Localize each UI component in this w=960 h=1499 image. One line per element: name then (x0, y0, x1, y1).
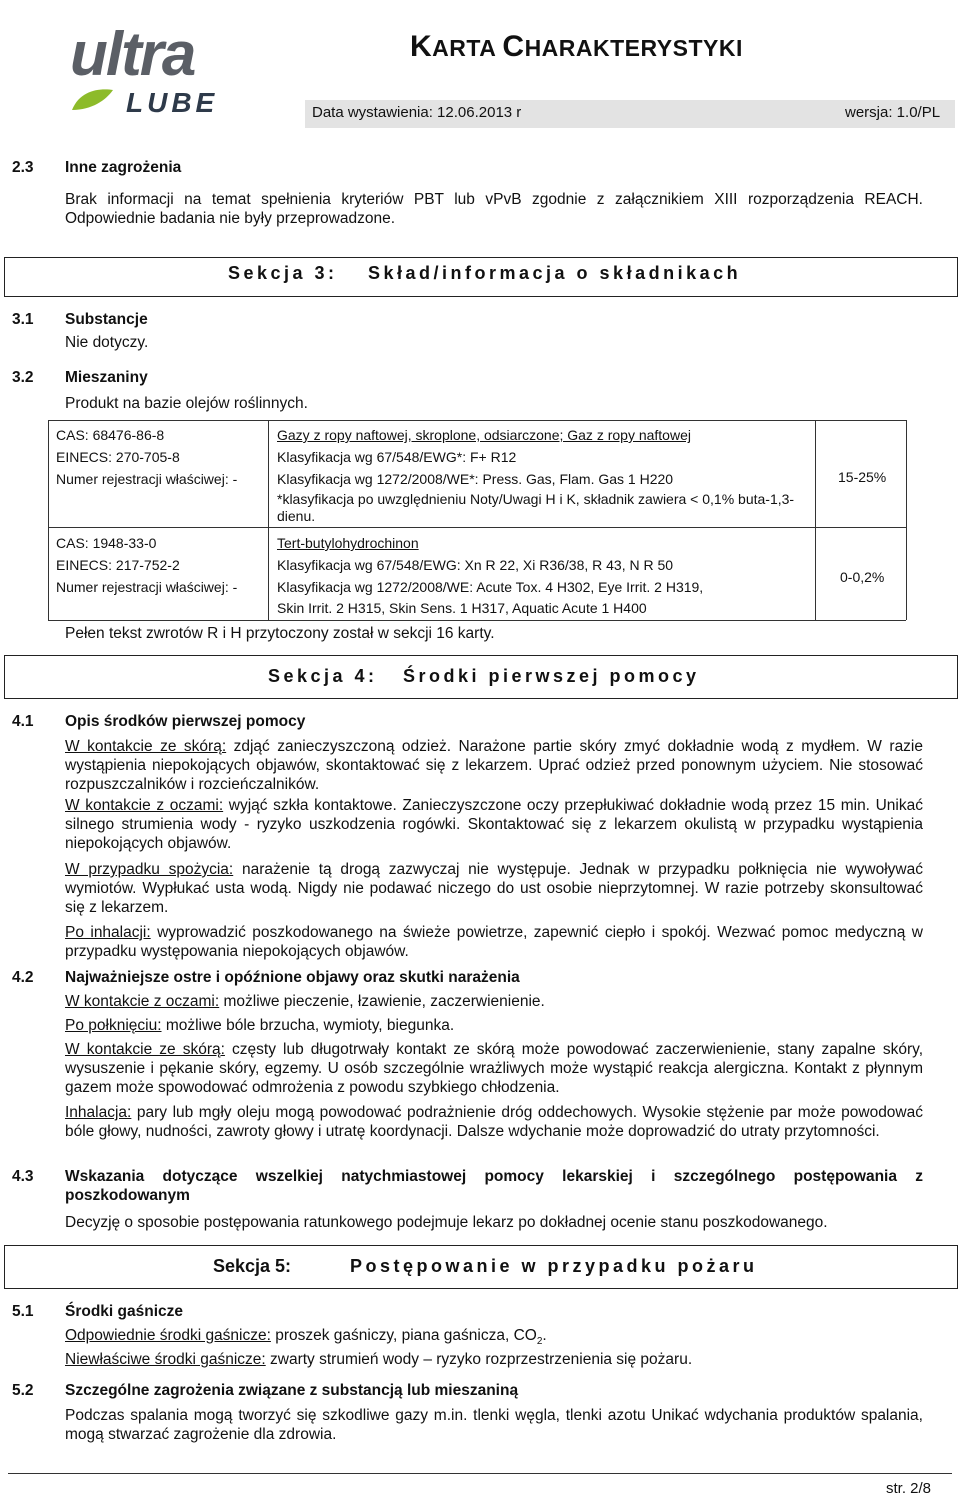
section-number: 3.2 (12, 369, 34, 386)
paragraph: Niewłaściwe środki gaśnicze: zwarty strumień wody – ryzyko rozprzestrzenienia się pożaru. (65, 1351, 693, 1368)
section-heading: Środki gaśnicze (65, 1303, 184, 1320)
paragraph: Inhalacja: pary lub mgły oleju mogą powodować podrażnienie dróg oddechowych. Wysokie stężenie par może powodować bóle głowy, nudności, zawroty głowy i utratę koordynacji. Dalsze wdychanie może doprowadzić do utraty przytomności. (65, 1104, 923, 1140)
document-title: KARTA CHARAKTERYSTYKI (410, 30, 743, 63)
section-5-label: Sekcja 5: (213, 1256, 292, 1276)
issue-date: Data wystawienia: 12.06.2013 r (312, 104, 522, 121)
section-4-title: Środki pierwszej pomocy (403, 666, 700, 686)
section-number: 4.3 (12, 1168, 34, 1185)
section-number: 3.1 (12, 311, 34, 328)
section-heading: Inne zagrożenia (65, 159, 182, 176)
section-5-title: Postępowanie w przypadku pożaru (350, 1256, 758, 1276)
cas-number: CAS: 1948-33-0 (56, 535, 157, 551)
classification-line: Klasyfikacja wg 1272/2008/WE: Acute Tox. 4 H302, Eye Irrit. 2 H319, (277, 579, 704, 595)
section-number: 4.1 (12, 713, 34, 730)
section-number: 2.3 (12, 159, 34, 176)
registration-number: Numer rejestracji właściwej: - (56, 471, 238, 487)
paragraph: Brak informacji na temat spełnienia kryteriów PBT lub vPvB zgodnie z załącznikiem XIII rozporządzenia REACH. Odpowiednie badania nie były przeprowadzone. (65, 191, 923, 227)
section-heading: Opis środków pierwszej pomocy (65, 713, 306, 730)
paragraph: W kontakcie ze skórą: zdjąć zanieczyszczoną odzież. Narażone partie skóry zmyć dokładnie wodą z mydłem. W razie wystąpienia niepokojących objawów, skontaktować się z lekarzem. Uprać odzież przed ponownym użyciem. Nie stosować rozpuszczalników i rozcieńczalników. (65, 738, 923, 793)
company-logo (70, 20, 230, 118)
footer-divider (8, 1473, 952, 1474)
component-name: Gazy z ropy naftowej, skroplone, odsiarczone; Gaz z ropy naftowej (277, 427, 691, 443)
section-heading: Mieszaniny (65, 369, 148, 386)
section-heading: Wskazania dotyczące wszelkiej natychmiastowej pomocy lekarskiej i szczególnego postępowania z poszkodowanym (65, 1168, 923, 1204)
classification-line: Skin Irrit. 2 H315, Skin Sens. 1 H317, Aquatic Acute 1 H400 (277, 600, 647, 616)
paragraph: W kontakcie ze skórą: częsty lub długotrwały kontakt ze skórą może powodować zaczerwienienie, stany zapalne skóry, wysuszenie i pękanie skóry, egzemy. U osób szczególnie wrażliwych może wystąpić reakcja alergiczna. Kontakt z płynnym gazem może spowodować odmrożenia z powodu szybkiego chłodzenia. (65, 1041, 924, 1096)
classification-note: *klasyfikacja po uwzględnieniu Noty/Uwagi H i K, składnik zawiera < 0,1% buta-1,3-dienu. (277, 491, 795, 524)
section-3-title: Skład/informacja o składnikach (368, 263, 742, 283)
section-4-label: Sekcja 4: (268, 666, 378, 686)
section-3-label: Sekcja 3: (228, 263, 338, 283)
document-version: wersja: 1.0/PL (845, 104, 941, 121)
concentration: 15-25% (838, 469, 887, 485)
section-number: 4.2 (12, 969, 34, 986)
paragraph: Odpowiednie środki gaśnicze: proszek gaśniczy, piana gaśnicza, $CO_2$. (65, 1327, 547, 1348)
logo-lube-text: LUBE (126, 87, 219, 118)
paragraph: W kontakcie z oczami: możliwe pieczenie, łzawienie, zaczerwienienie. (65, 993, 545, 1010)
section-heading: Substancje (65, 311, 148, 328)
component-name: Tert-butylohydrochinon (277, 535, 419, 551)
classification-line: Klasyfikacja wg 1272/2008/WE*: Press. Gas, Flam. Gas 1 H220 (277, 471, 674, 487)
concentration: 0-0,2% (840, 569, 885, 585)
paragraph: Po połknięciu: możliwe bóle brzucha, wymioty, biegunka. (65, 1017, 455, 1034)
footnote: Pełen tekst zwrotów R i H przytoczony został w sekcji 16 karty. (65, 625, 495, 642)
section-heading: Szczególne zagrożenia związane z substancją lub mieszaniną (65, 1382, 519, 1399)
paragraph: Po inhalacji: wyprowadzić poszkodowanego na świeże powietrze, zapewnić ciepło i spokój. Wezwać pomoc medyczną w przypadku występowania niepokojących objawów. (65, 924, 923, 960)
section-number: 5.1 (12, 1303, 34, 1320)
paragraph: Produkt na bazie olejów roślinnych. (65, 395, 308, 412)
classification-line: Klasyfikacja wg 67/548/EWG: Xn R 22, Xi R36/38, R 43, N R 50 (277, 557, 674, 573)
einecs-number: EINECS: 217-752-2 (56, 557, 180, 573)
page-number: str. 2/8 (886, 1480, 932, 1497)
cas-number: CAS: 68476-86-8 (56, 427, 165, 443)
section-number: 5.2 (12, 1382, 34, 1399)
registration-number: Numer rejestracji właściwej: - (56, 579, 238, 595)
paragraph: W kontakcie z oczami: wyjąć szkła kontaktowe. Zanieczyszczone oczy przepłukiwać dokładnie wodą przez 15 min. Unikać silnego strumienia wody - ryzyko uszkodzenia rogówki. Skontaktować się z lekarzem okulistą w przypadku wystąpienia niepokojących objawów. (65, 797, 923, 852)
section-heading: Najważniejsze ostre i opóźnione objawy oraz skutki narażenia (65, 969, 520, 986)
paragraph: Nie dotyczy. (65, 334, 149, 351)
einecs-number: EINECS: 270-705-8 (56, 449, 180, 465)
paragraph: Decyzję o sposobie postępowania ratunkowego podejmuje lekarz po dokładnej ocenie stanu poszkodowanego. (65, 1214, 828, 1231)
logo-ultra-text: ultra (70, 20, 195, 89)
classification-line: Klasyfikacja wg 67/548/EWG*: F+ R12 (277, 449, 517, 465)
paragraph: Podczas spalania mogą tworzyć się szkodliwe gazy m.in. tlenki węgla, tlenki azotu Unikać wdychania produktów spalania, mogą stwarzać zagrożenie dla zdrowia. (65, 1407, 923, 1443)
paragraph: W przypadku spożycia: narażenie tą drogą zazwyczaj nie występuje. Jednak w przypadku połknięcia nie wywoływać wymiotów. Wypłukać usta wodą. Nigdy nie podawać niczego do ust osobie nieprzytomnej. W razie potrzeby skonsultować się z lekarzem. (65, 861, 923, 916)
